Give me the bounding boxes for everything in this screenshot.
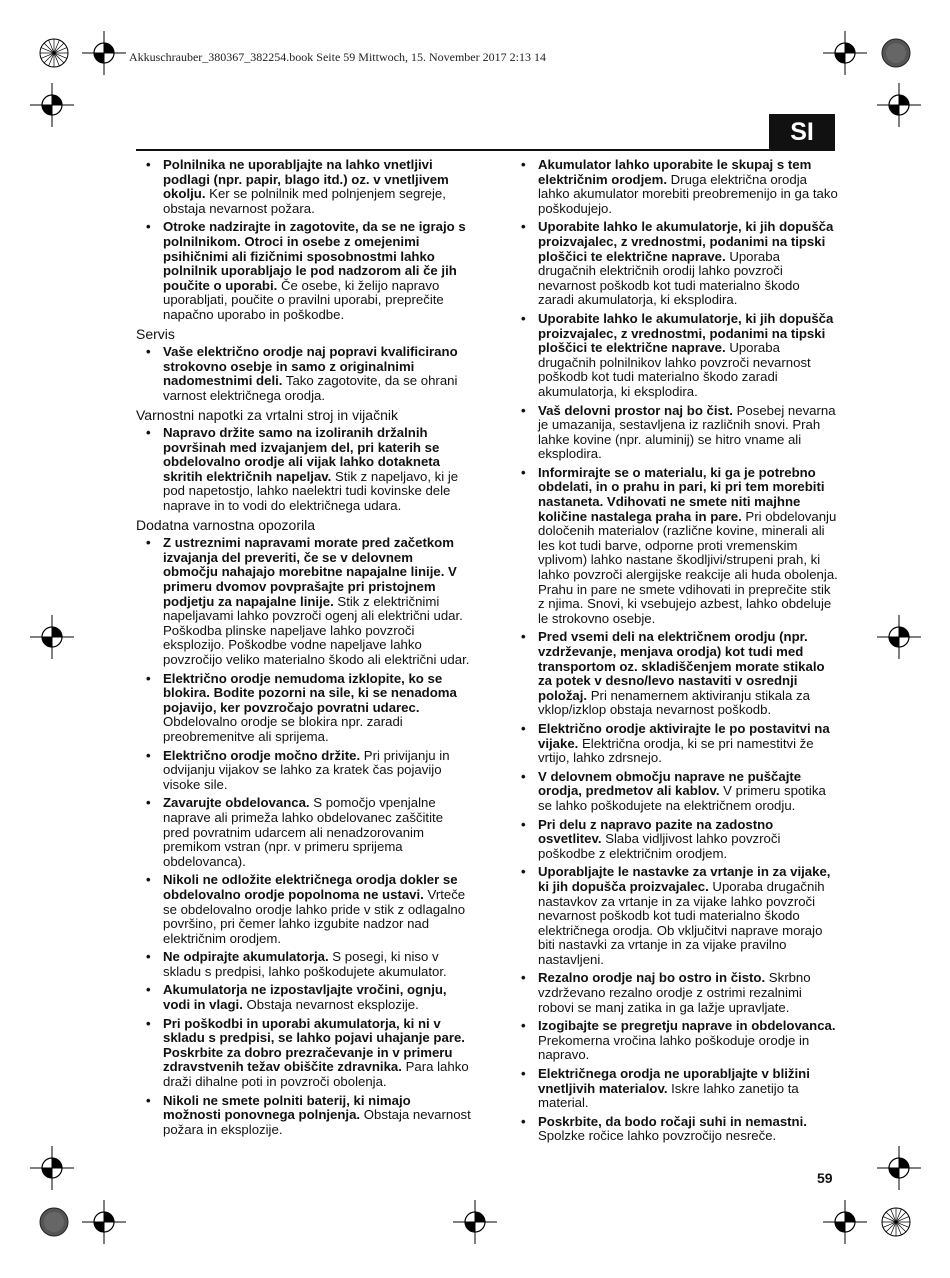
left-column bbox=[136, 158, 471, 1141]
bullet-text: Tako zagotovite, da se ohrani varnost električnega orodja. bbox=[163, 373, 458, 403]
bullet-item bbox=[136, 950, 471, 979]
bullet-item bbox=[511, 971, 839, 1015]
bullet-icon: • bbox=[146, 344, 151, 360]
bullet-bold-text: Uporabljajte le nastavke za vrtanje in za vijake, ki jih dopušča proizvajalec. bbox=[538, 864, 831, 894]
bullet-text: Uporaba drugačnih električnih orodij lahko povzroči nevarnost poškodb kot tudi materialno škodo zaradi akumulatorja, ki eksplodira. bbox=[538, 248, 800, 308]
bullet-icon: • bbox=[521, 768, 526, 784]
bullet-item bbox=[511, 1067, 839, 1111]
bullet-text: Obstaja nevarnost eksplozije. bbox=[242, 997, 419, 1013]
bullet-icon: • bbox=[146, 670, 151, 686]
bullet-icon: • bbox=[146, 219, 151, 235]
bullet-item bbox=[511, 404, 839, 462]
bullet-bold-text: Z ustreznimi napravami morate pred začetkom izvajanja del preveriti, če se v delovnem območju nahajajo morebitne napajalne linije. V primeru dvomov povprašajte pri pristojnem podjetju za napajalne linije. bbox=[163, 535, 457, 609]
bullet-bold-text: Električno orodje aktivirajte le po postavitvi na vijake. bbox=[538, 720, 830, 751]
book-header-line: Akkuschrauber_380367_382254.book Seite 59 Mittwoch, 15. November 2017 2:13 14 bbox=[129, 50, 546, 64]
bullet-bold-text: Pred vsemi deli na električnem orodju (npr. vzdrževanje, menjava orodja) kot tudi med transportom oz. skladiščenjem morate stikalo za potek v desno/levo nastaviti v osrednji položaj. bbox=[538, 629, 825, 703]
bullet-bold-text: Električnega orodja ne uporabljajte v bližini vnetljivih materialov. bbox=[538, 1066, 810, 1096]
bullet-bold-text: Zavarujte obdelovanca. bbox=[163, 795, 310, 811]
bullet-text: Električna orodja, ki se pri namestitvi že vrtijo, lahko zdrsnejo. bbox=[538, 735, 814, 766]
bullet-icon: • bbox=[521, 629, 526, 645]
bullet-text: Prekomerna vročina lahko poškoduje orodje in napravo. bbox=[538, 1032, 810, 1063]
bullet-icon: • bbox=[146, 872, 151, 888]
bullet-icon: • bbox=[146, 747, 151, 763]
bullet-item bbox=[511, 630, 839, 718]
bullet-item bbox=[136, 536, 471, 667]
bullet-bold-text: Nikoli ne smete polniti baterij, ki nimajo možnosti ponovnega polnjenja. bbox=[163, 1092, 411, 1123]
bullet-icon: • bbox=[146, 1092, 151, 1108]
bullet-icon: • bbox=[146, 795, 151, 811]
bullet-bold-text: Napravo držite samo na izoliranih držalnih površinah med izvajanjem del, pri katerih se obdelovalno orodje ali vijak lahko dotakneta skritih električnih napeljav. bbox=[163, 425, 441, 484]
bullet-item bbox=[136, 220, 471, 322]
bullet-bold-text: Pri poškodbi in uporabi akumulatorja, ki ni v skladu s predpisi, se lahko pojavi uhajanje pare. Poskrbite za dobro prezračevanje in v primeru zdravstvenih težav obiščite zdravnika. bbox=[163, 1015, 465, 1075]
bullet-text: Ker se polnilnik med polnjenjem segreje, obstaja nevarnost požara. bbox=[163, 186, 446, 216]
bullet-text: Pri privijanju in odvijanju vijakov se lahko za kratek čas pojavijo visoke sile. bbox=[163, 747, 450, 792]
header-rule bbox=[136, 149, 834, 151]
bullet-item bbox=[136, 1017, 471, 1090]
bullet-icon: • bbox=[521, 402, 526, 418]
bullet-icon: • bbox=[146, 157, 151, 172]
bullet-bold-text: Električno orodje nemudoma izklopite, ko se blokira. Bodite pozorni na sile, ki se nenadoma pojavijo, ker povzročajo povratni udarec. bbox=[163, 670, 457, 715]
bullet-text: Slaba vidljivost lahko povzroči poškodbe z električnim orodjem. bbox=[538, 831, 781, 861]
bullet-text: Uporaba drugačnih nastavkov za vrtanje in za vijake lahko povzroči nevarnost poškodb kot tudi materialno škodo električnega orodja. Ob vključitvi naprave morajo biti nastavki za vrtanje in za vijake pravilno nastavljeni. bbox=[538, 878, 825, 967]
bullet-text: Vrteče se obdelovalno orodje lahko pride v stik z odlagalno površino, pri čemer lahko izgubite nadzor nad električnim orodjem. bbox=[163, 886, 466, 946]
section-heading: Varnostni napotki za vrtalni stroj in vijačnik bbox=[136, 406, 398, 423]
bullet-bold-text: Poskrbite, da bodo ročaji suhi in nemastni. bbox=[538, 1113, 807, 1129]
bullet-icon: • bbox=[521, 157, 526, 172]
bullet-bold-text: Akumulator lahko uporabite le skupaj s tem električnim orodjem. bbox=[538, 157, 812, 187]
bullet-item bbox=[136, 158, 471, 216]
bullet-item bbox=[511, 1115, 839, 1144]
bullet-item bbox=[136, 426, 471, 514]
bullet-item bbox=[511, 220, 839, 308]
bullet-item bbox=[511, 818, 839, 862]
bullet-item bbox=[136, 672, 471, 745]
bullet-bold-text: Pri delu z napravo pazite na zadostno osvetlitev. bbox=[538, 816, 774, 847]
bullet-item bbox=[136, 749, 471, 793]
bullet-item bbox=[511, 865, 839, 967]
bullet-text: Obdelovalno orodje se blokira npr. zaradi preobremenitve ali sprijema. bbox=[163, 714, 403, 744]
bullet-text: Če osebe, ki želijo napravo uporabljati, poučite o pravilni uporabi, preprečite napačno uporabo in poškodbe. bbox=[163, 277, 444, 322]
bullet-item bbox=[136, 796, 471, 869]
bullet-item bbox=[511, 722, 839, 766]
bullet-item bbox=[511, 466, 839, 627]
bullet-icon: • bbox=[521, 310, 526, 326]
bullet-text: Pri nenamernem aktiviranju stikala za vklop/izklop obstaja nevarnost poškodb. bbox=[538, 687, 810, 718]
bullet-text: Iskre lahko zanetijo ta material. bbox=[538, 1080, 799, 1111]
bullet-bold-text: Akumulatorja ne izpostavljajte vročini, ognju, vodi in vlagi. bbox=[163, 982, 447, 1013]
bullet-bold-text: Električno orodje močno držite. bbox=[163, 747, 361, 763]
bullet-text: S posegi, ki niso v skladu s predpisi, lahko poškodujete akumulator. bbox=[163, 949, 447, 979]
section-heading: Dodatna varnostna opozorila bbox=[136, 516, 316, 533]
bullet-icon: • bbox=[521, 864, 526, 880]
language-tab: SI bbox=[769, 114, 835, 151]
bullet-item bbox=[511, 770, 839, 814]
bullet-text: Para lahko draži dihalne poti in povzroči obolenja. bbox=[163, 1059, 469, 1090]
bullet-bold-text: Rezalno orodje naj bo ostro in čisto. bbox=[538, 970, 766, 986]
bullet-item bbox=[136, 1094, 471, 1138]
bullet-text: Skrbno vzdrževano rezalno orodje z ostrimi rezalnimi robovi se manj zatika in ga lažje upravljate. bbox=[538, 970, 811, 1015]
bullet-icon: • bbox=[146, 949, 151, 965]
bullet-item bbox=[511, 158, 839, 216]
right-column bbox=[511, 158, 839, 1148]
bullet-icon: • bbox=[146, 535, 151, 551]
bullet-bold-text: V delovnem območju naprave ne puščajte orodja, predmetov ali kablov. bbox=[538, 768, 802, 799]
bullet-icon: • bbox=[521, 970, 526, 986]
bullet-text: Obstaja nevarnost požara in eksplozije. bbox=[163, 1107, 471, 1137]
bullet-item bbox=[511, 1019, 839, 1063]
bullet-icon: • bbox=[521, 1066, 526, 1082]
section-heading: Servis bbox=[136, 325, 175, 342]
bullet-icon: • bbox=[521, 464, 526, 480]
bullet-text: Stik z električnimi napeljavami lahko povzroči ogenj ali električni udar. Poškodba plinske napeljave lahko povzroči eksplozijo. Poškodbe vodne napeljave lahko povzročijo veliko materialno škodo ali električni udar. bbox=[163, 593, 470, 667]
bullet-bold-text: Polnilnika ne uporabljajte na lahko vnetljivi podlagi (npr. papir, blago itd.) oz. v vnetljivem okolju. bbox=[163, 157, 449, 202]
bullet-text: Uporaba drugačnih polnilnikov lahko povzroči nevarnost poškodb kot tudi materialno škodo zaradi akumulatorja, ki eksplodira. bbox=[538, 340, 811, 399]
bullet-text: Stik z napeljavo, ki je pod napetostjo, lahko naelektri tudi kovinske dele naprave in to vodi do električnega udara. bbox=[163, 468, 459, 514]
page-number: 59 bbox=[817, 1170, 833, 1186]
bullet-icon: • bbox=[521, 816, 526, 832]
bullet-bold-text: Nikoli ne odložite električnega orodja dokler se obdelovalno orodje popolnoma ne ustavi. bbox=[163, 872, 458, 902]
bullet-icon: • bbox=[521, 1018, 526, 1034]
bullet-bold-text: Uporabite lahko le akumulatorje, ki jih dopušča proizvajalec, z vrednostmi, podanimi na tipski ploščici te električne naprave. bbox=[538, 219, 834, 264]
bullet-text: V primeru spotika se lahko poškodujete na električnem orodju. bbox=[538, 783, 826, 813]
bullet-bold-text: Informirajte se o materialu, ki ga je potrebno obdelati, in o prahu in pari, ki pri tem morebiti nastaneta. Vdihovati ne smete niti majhne količine nastalega praha in pare. bbox=[538, 464, 825, 524]
bullet-icon: • bbox=[146, 982, 151, 998]
bullet-text: Spolzke ročice lahko povzročijo nesreče. bbox=[538, 1128, 777, 1144]
bullet-bold-text: Otroke nadzirajte in zagotovite, da se ne igrajo s polnilnikom. Otroci in osebe z omejenimi psihičnimi ali fizičnimi sposobnostmi lahko polnilnik uporabljajo le pod nadzorom ali če jih poučite o uporabi. bbox=[163, 219, 466, 293]
bullet-icon: • bbox=[521, 720, 526, 736]
bullet-icon: • bbox=[146, 1015, 151, 1031]
bullet-icon: • bbox=[146, 425, 151, 441]
bullet-icon: • bbox=[521, 1113, 526, 1129]
bullet-item bbox=[136, 983, 471, 1012]
bullet-item bbox=[511, 312, 839, 400]
bullet-text: S pomočjo vpenjalne naprave ali primeža lahko obdelovanec zaščitite pred povratnim udarcem ali nenadzorovanim premikom vstran (npr. v primeru sprijema obdelovanca). bbox=[163, 795, 444, 869]
bullet-icon: • bbox=[521, 219, 526, 235]
bullet-item bbox=[136, 873, 471, 946]
bullet-bold-text: Vaše električno orodje naj popravi kvalificirano strokovno osebje in samo z originalnimi nadomestnimi deli. bbox=[163, 344, 458, 389]
bullet-item bbox=[136, 345, 471, 403]
bullet-bold-text: Uporabite lahko le akumulatorje, ki jih dopušča proizvajalec, z vrednostmi, podanimi na tipski ploščici te električne naprave. bbox=[538, 310, 834, 356]
bullet-text: Posebej nevarna je umazanija, sestavljena iz različnih snovi. Prah lahke kovine (npr. aluminij) se hitro vname ali eksplodira. bbox=[538, 402, 836, 462]
bullet-text: Druga električna orodja lahko akumulator morebiti preobremenijo in ga tako poškodujejo. bbox=[538, 171, 838, 216]
bullet-bold-text: Vaš delovni prostor naj bo čist. bbox=[538, 402, 733, 418]
bullet-text: Pri obdelovanju določenih materialov (različne kovine, minerali ali les kot tudi barve, odporne proti vremenskim vplivom) lahko nastane škodljivi/strupeni prah, ki lahko povzroči alergijske reakcije ali huda obolenja. Prahu in pare ne smete vdihovati in preprečite stik z njima. Snovi, ki vsebujejo azbest, lahko obdeluje le strokovno osebje. bbox=[538, 508, 838, 626]
bullet-bold-text: Izogibajte se pregretju naprave in obdelovanca. bbox=[538, 1018, 836, 1034]
bullet-bold-text: Ne odpirajte akumulatorja. bbox=[163, 949, 329, 965]
